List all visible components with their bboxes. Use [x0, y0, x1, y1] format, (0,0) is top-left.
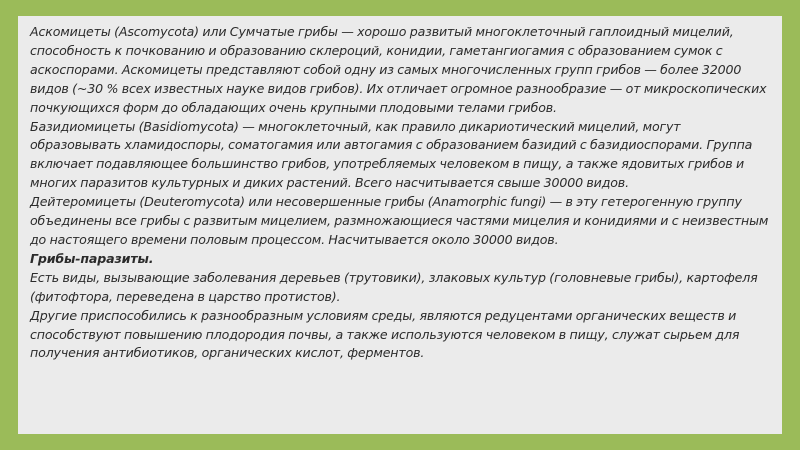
paragraph-deuteromycetes: Дейтеромицеты (Deuteromycota) или несовершенные грибы (Anamorphic fungi) — в эту гетерогенную группу объединены все грибы с развитым мицелием, размножающиеся частями мицелия и конидиями и с неизвестным до настоящего времени половым процессом. Насчитывается около 30000 видов. [30, 194, 769, 247]
content-panel [18, 16, 782, 434]
paragraph-basidiomycetes: Базидиомицеты (Basidiomycota) — многоклеточный, как правило дикариотический мицелий, могут образовывать хламидоспоры, соматогамия или автогамия с образованием базидий с базидиоспорами. Группа включает подавляющее большинство грибов, употребляемых человеком в пищу, а также ядовитых грибов и многих паразитов культурных и диких растений. Всего насчитывается свыше 30000 видов. [30, 118, 753, 191]
text-body [30, 23, 772, 363]
paragraph-other-roles: Другие приспособились к разнообразным условиям среды, являются редуцентами органических веществ и способствуют повышению плодородия почвы, а также используются человеком в пищу, служат сырьем для получения антибиотиков, органических кислот, ферментов. [30, 307, 740, 361]
heading-parasitic-fungi: Грибы-паразиты. [30, 250, 154, 266]
paragraph-parasites: Есть виды, вызывающие заболевания деревьев (трутовики), злаковых культур (головневые грибы), картофеля (фитофтора, переведена в царство протистов). [30, 269, 758, 304]
paragraph-ascomycetes: Аскомицеты (Ascomycota) или Сумчатые грибы — хорошо развитый многоклеточный гаплоидный мицелий, способность к почкованию и образованию склероций, конидии, гаметангиогамия с образованием сумок с аскоспорами. Аскомицеты представляют собой одну из самых многочисленных групп грибов — более 32000 видов (~30 % всех известных науке видов грибов). Их отличает огромное разнообразие — от микроскопических почкующихся форм до обладающих очень крупными плодовыми телами грибов. [30, 24, 767, 115]
